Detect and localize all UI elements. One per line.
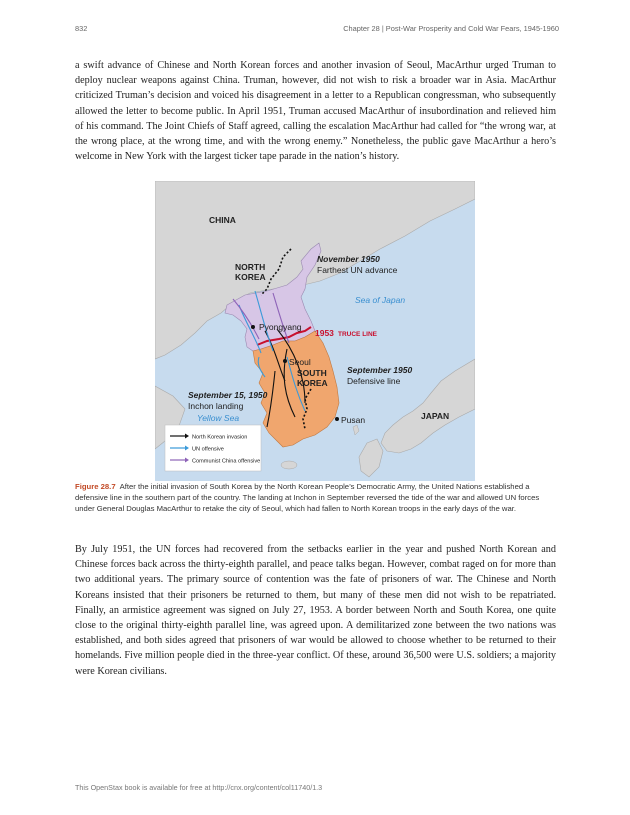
legend-label-1: UN offensive bbox=[192, 446, 224, 453]
label-south-korea-2: KOREA bbox=[297, 378, 328, 388]
label-japan: JAPAN bbox=[421, 411, 450, 421]
korean-war-map bbox=[155, 181, 475, 481]
label-north-korea-1: NORTH bbox=[235, 262, 266, 272]
label-china: CHINA bbox=[209, 215, 236, 225]
chapter-title: Chapter 28 | Post-War Prosperity and Cold War Fears, 1945-1960 bbox=[343, 24, 559, 33]
label-yellow-sea: Yellow Sea bbox=[197, 413, 240, 423]
body-paragraph-1: a swift advance of Chinese and North Korean forces and another invasion of Seoul, MacArthur urged Truman to deploy nuclear weapons against China. Truman, however, did not wish to risk a broader war in Asia. MacArthur criticized Truman’s decision and voiced his disagreement in a letter to a Republican congressman, who subsequently allowed the letter to become public. In April 1951, Truman accused MacArthur of insubordination and relieved him of his command. The Joint Chiefs of Staff agreed, calling the escalation MacArthur had called for “the wrong war, at the wrong place, at the wrong time, and with the wrong enemy.” Nonetheless, the public gave MacArthur a hero’s welcome in New York with the largest ticker tape parade in the nation’s history. bbox=[75, 60, 556, 163]
map-svg bbox=[155, 181, 475, 481]
caption-text: After the initial invasion of South Korea by the North Korean People’s Democratic Army, the United Nations established a defensive line in the southern part of the country. The landing at Inchon in September reversed the tide of the war and allowed UN forces under General Douglas MacArthur to retake the city of Seoul, which had fallen to North Korean troops in the early days of the war. bbox=[75, 482, 540, 513]
footer-note: This OpenStax book is available for free at http://cnx.org/content/col11740/1.3 bbox=[75, 783, 323, 792]
figure-label: Figure 28.7 bbox=[75, 482, 116, 491]
label-pusan: Pusan bbox=[341, 415, 366, 425]
page-number: 832 bbox=[75, 24, 88, 33]
label-sep-1950-date: September 1950 bbox=[347, 365, 413, 375]
label-inchon-desc: Inchon landing bbox=[188, 401, 244, 411]
label-truce-year: 1953 bbox=[315, 328, 334, 338]
label-seoul: Seoul bbox=[289, 357, 311, 367]
pusan-dot bbox=[335, 417, 339, 421]
jeju-island bbox=[281, 461, 297, 469]
label-nov-1950-date: November 1950 bbox=[317, 254, 380, 264]
label-nov-1950-desc: Farthest UN advance bbox=[317, 265, 398, 275]
map-legend bbox=[165, 425, 261, 471]
legend-label-0: North Korean invasion bbox=[192, 434, 248, 441]
pyongyang-dot bbox=[251, 325, 255, 329]
label-pyongyang: Pyongyang bbox=[259, 322, 302, 332]
label-north-korea-2: KOREA bbox=[235, 272, 266, 282]
label-truce-text: TRUCE LINE bbox=[338, 331, 377, 338]
label-inchon-date: September 15, 1950 bbox=[188, 390, 268, 400]
label-south-korea-1: SOUTH bbox=[297, 368, 327, 378]
legend-label-2: Communist China offensive bbox=[192, 458, 261, 465]
seoul-dot bbox=[283, 359, 287, 363]
label-sea-of-japan: Sea of Japan bbox=[355, 295, 406, 305]
body-paragraph-2: By July 1951, the UN forces had recovered from the setbacks earlier in the year and pushed North Korean and Chinese forces back across the thirty-eighth parallel, and peace talks began. However, combat raged on for more than two additional years. The primary source of contention was the fate of prisoners of war. The Chinese and North Koreans insisted that their prisoners be returned to them, but many of these men did not wish to be repatriated. Finally, an armistice agreement was signed on July 27, 1953. A border between North and South Korea, one quite close to the original thirty-eighth parallel line, was agreed upon. A demilitarized zone between the two nations was established, and both sides agreed that prisoners of war would be allowed to choose whether to be returned to their homelands. Five million people died in the three-year conflict. Of these, around 36,500 were U.S. soldiers; a majority were Korean civilians. bbox=[75, 544, 556, 677]
figure-caption bbox=[75, 482, 556, 514]
label-sep-1950-desc: Defensive line bbox=[347, 376, 401, 386]
